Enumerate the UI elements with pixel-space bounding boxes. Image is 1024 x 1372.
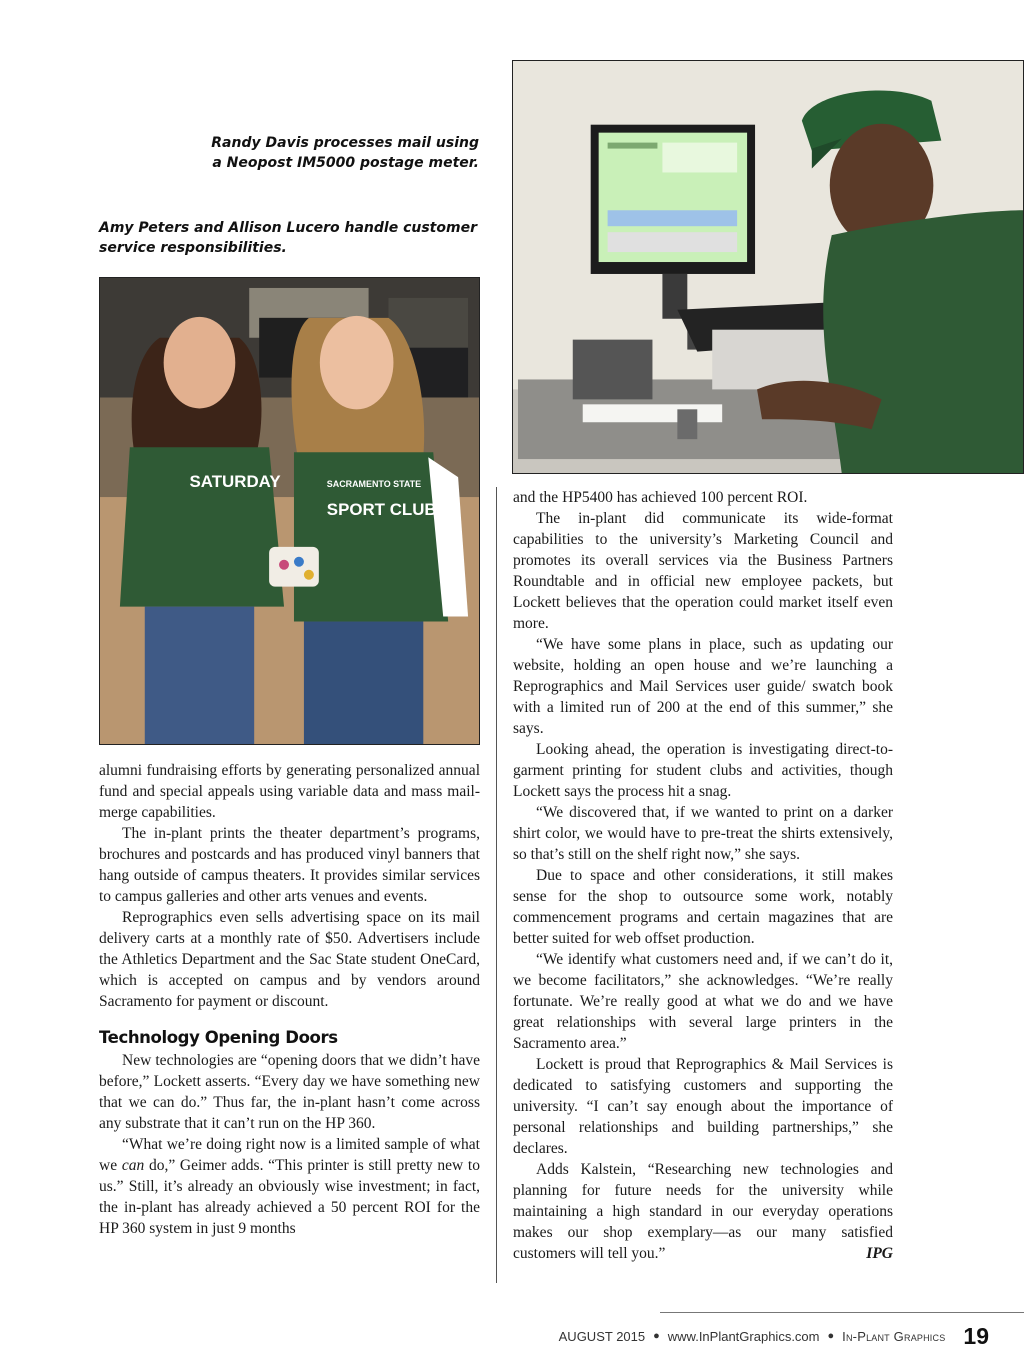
paragraph: alumni fundraising efforts by generating personalized annual fund and special appeals using variable data and mass mail-merge capabilities. <box>99 762 480 821</box>
text-run: “What we’re doing right now is a limited sample of what we <box>99 1136 480 1174</box>
page-footer <box>559 1322 989 1350</box>
shirt-right-text-bottom: SPORT CLUBS <box>326 499 448 519</box>
bullet-icon: ● <box>827 1330 835 1342</box>
column-divider <box>496 487 497 1283</box>
paragraph: Reprographics even sells advertising space on its mail delivery carts at a monthly rate of $50. Advertisers include the Athletics Department and the Sac State student OneCard, which is accepted on campus and by vendors around Sacramento for payment or discount. <box>99 909 480 1010</box>
text-run: Adds Kalstein, “Researching new technologies and planning for future needs for the university while maintaining a high standard in our everyday operations makes our shop exemplary—as our many satisfied customers will tell you.” <box>513 1161 893 1262</box>
section-heading: Technology Opening Doors <box>99 1028 338 1047</box>
footer-rule <box>660 1312 1024 1313</box>
emphasis-text: can <box>121 1157 145 1174</box>
paragraph: The in-plant did communicate its wide-format capabilities to the university’s Marketing Council and promotes its overall services via the Business Partners Roundtable and in official new employee packets, but Lockett believes that the operation could market itself even more. <box>513 510 893 632</box>
paragraph: “We identify what customers need and, if we can’t do it, we become facilitators,” she acknowledges. “We’re really fortunate. We’re really good at what we do and we have great relationships with several large printers in the Sacramento area.” <box>513 951 893 1052</box>
photo-caption-service: Amy Peters and Allison Lucero handle customer service responsibilities. <box>99 220 477 256</box>
shirt-left-text: SATURDAY <box>189 472 281 492</box>
paragraph: The in-plant prints the theater department’s programs, brochures and postcards and has produced vinyl banners that hang outside of campus theaters. It provides similar services to campus galleries and other arts venues and events. <box>99 825 480 905</box>
photo-customer-service <box>99 277 480 745</box>
shirt-right-text-top: SACRAMENTO STATE <box>326 479 422 490</box>
paragraph: “We discovered that, if we wanted to print on a darker shirt color, we would have to pre-treat the shirts extensively, so that’s still on the shelf right now,” she says. <box>513 804 893 863</box>
magazine-signature: IPG <box>866 1245 893 1262</box>
footer-issue: AUGUST 2015 <box>558 1328 646 1344</box>
paragraph: Lockett is proud that Reprographics & Mail Services is dedicated to satisfying customers and supporting the university. “I can’t say enough about the importance of personal relationships and building partnerships,” she declares. <box>513 1056 893 1157</box>
photo-mail-processing <box>512 60 1024 474</box>
page-number: 19 <box>963 1322 989 1349</box>
paragraph: and the HP5400 has achieved 100 percent ROI. <box>513 489 808 506</box>
text-run: do,” Geimer adds. “This printer is still pretty new to us.” Still, it’s already an obviously wise investment; in fact, the in-plant has already achieved a 50 percent ROI for the HP 360 system in just 9 months <box>99 1157 480 1237</box>
footer-magazine: In-Plant Graphics <box>842 1328 946 1344</box>
paragraph: Looking ahead, the operation is investigating direct-to-garment printing for student clubs and activities, though Lockett says the process hit a snag. <box>513 741 893 800</box>
article-column-left <box>99 760 480 1239</box>
bullet-icon: ● <box>653 1330 660 1342</box>
footer-url: www.InPlantGraphics.com <box>667 1328 820 1344</box>
paragraph <box>513 1159 893 1264</box>
paragraph: Due to space and other considerations, it still makes sense for the shop to outsource some work, notably commencement programs and certain magazines that are better suited for web offset production. <box>513 867 893 947</box>
paragraph: New technologies are “opening doors that we didn’t have before,” Lockett asserts. “Every day we have something new that we can do.” Thus far, the in-plant hasn’t come across any substrate that it can’t run on the HP 360. <box>99 1052 480 1132</box>
photo-caption-mail: Randy Davis processes mail using a Neopost IM5000 postage meter. <box>211 135 479 171</box>
article-column-right <box>513 487 893 1264</box>
paragraph: “We have some plans in place, such as updating our website, holding an open house and we’re launching a Reprographics and Mail Services user guide/ swatch book with a limited run of 200 at the end of this summer,” she says. <box>513 636 893 737</box>
paragraph <box>99 1134 480 1239</box>
